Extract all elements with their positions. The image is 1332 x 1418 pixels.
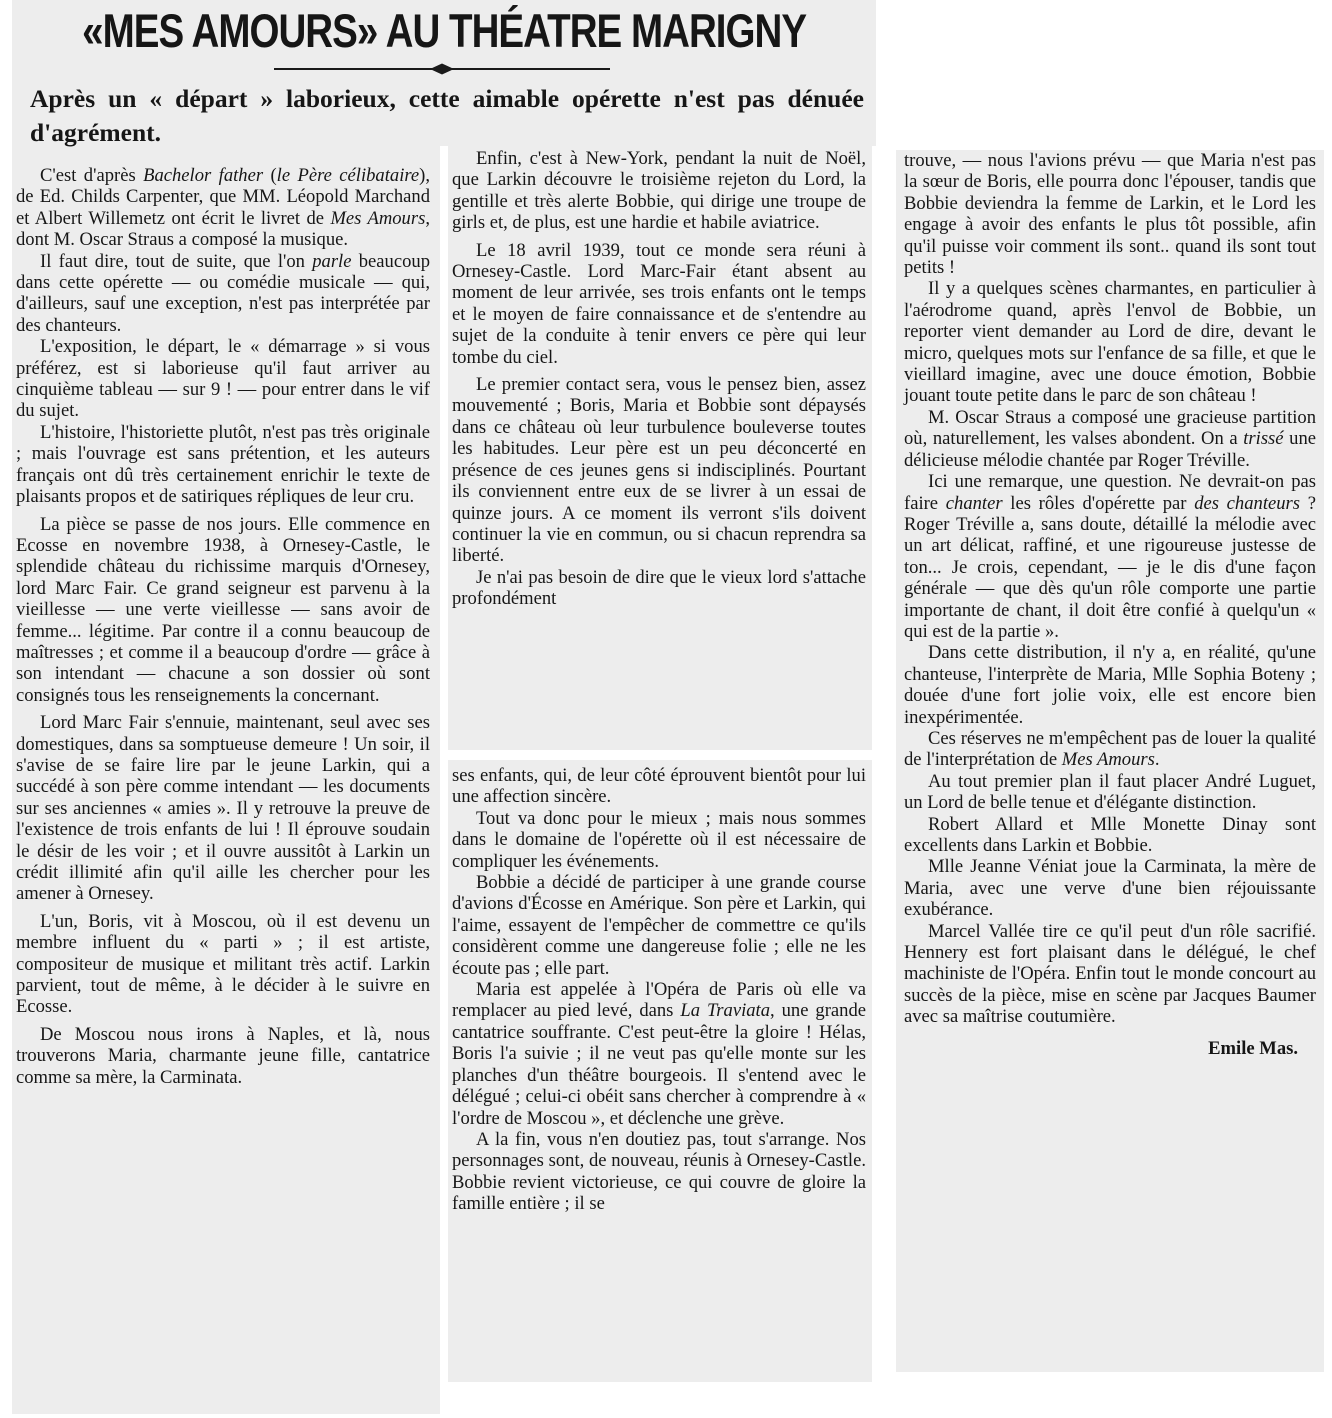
article-column-1 [16, 165, 430, 1088]
paragraph: Le premier contact sera, vous le pensez bien, assez mouvementé ; Boris, Maria et Bobbie sont dépaysés dans ce château où leur turbulence bouleverse toutes les habitudes. Leur père est un peu déconcerté en présence de ces jeunes gens si indisciplinés. Pourtant ils conviennent entre eux de se livrer à un essai de quinze jours. A ce moment ils verront s'ils doivent continuer la vie en commun, ou si chacun reprendra sa liberté. [452, 374, 866, 567]
paragraph: L'un, Boris, vit à Moscou, où il est devenu un membre influent du « parti » ; il est artiste, compositeur de musique et militant très actif. Larkin parvient, tout de même, à le décider à le suivre en Ecosse. [16, 910, 430, 1018]
paragraph: L'histoire, l'historiette plutôt, n'est pas très originale ; mais l'ouvrage est sans prétention, et les auteurs français ont dû très certainement enrichir le texte de plaisants propos et de satiriques répliques de leur cru. [16, 421, 430, 508]
paragraph: Dans cette distribution, il n'y a, en réalité, qu'une chanteuse, l'interprète de Maria, Mlle Sophia Boteny ; douée d'une fort jolie voix, elle est encore bien inexpérimentée. [904, 642, 1316, 728]
paragraph: Tout va donc pour le mieux ; mais nous sommes dans le domaine de l'opérette où il est nécessaire de compliquer les événements. [452, 807, 866, 872]
article-subhead: Après un « départ » laborieux, cette aimable opérette n'est pas dénuée d'agrément. [30, 84, 864, 147]
article-column-3 [904, 150, 1316, 1059]
paragraph: trouve, — nous l'avions prévu — que Maria n'est pas la sœur de Boris, elle pourra donc l'épouser, tandis que Bobbie deviendra la femme de Larkin, et le Lord les engage à avoir des enfants le plus tôt possible, afin qu'il puisse voir comment ils sont.. quand ils sont tout petits ! [904, 150, 1316, 279]
paragraph: Marcel Vallée tire ce qu'il peut d'un rôle sacrifié. Hennery est fort plaisant dans le délégué, le chef machiniste de l'Opéra. Enfin tout le monde concourt au succès de la pièce, mise en scène par Jacques Baumer avec sa maîtrise coutumière. [904, 920, 1316, 1028]
paragraph: M. Oscar Straus a composé une gracieuse partition où, naturellement, les valses abondent. On a trissé une délicieuse mélodie chantée par Roger Tréville. [904, 406, 1317, 471]
paragraph: Au tout premier plan il faut placer André Luguet, un Lord de belle tenue et d'élégante distinction. [904, 770, 1316, 814]
paragraph: A la fin, vous n'en doutiez pas, tout s'arrange. Nos personnages sont, de nouveau, réunis à Ornesey-Castle. Bobbie revient victorieuse, ce qui couvre de gloire la famille entière ; il se [452, 1128, 866, 1215]
paragraph: L'exposition, le départ, le « démarrage » si vous préférez, est si laborieuse qu'il faut arriver au cinquième tableau — sur 9 ! — pour entrer dans le vif du sujet. [16, 336, 430, 422]
article-headline: «MES AMOURS» AU THÉATRE MARIGNY [82, 4, 807, 57]
paragraph: Je n'ai pas besoin de dire que le vieux lord s'attache profondément [452, 566, 866, 610]
paragraph: Ici une remarque, une question. Ne devrait-on pas faire chanter les rôles d'opérette par des chanteurs ? Roger Tréville a, sans doute, détaillé la mélodie avec un art délicat, raffiné, et une rigoureuse justesse de ton... Je crois, cependant, — je le dis d'une façon générale — que dès qu'un rôle comporte une partie importante de chant, il doit être confié à quelqu'un « qui est de la partie ». [904, 471, 1316, 642]
paragraph: C'est d'après Bachelor father (le Père célibataire), de Ed. Childs Carpenter, que MM. Léopold Marchand et Albert Willemetz ont écrit le livret de Mes Amours, dont M. Oscar Straus a composé la musique. [16, 165, 431, 251]
article-column-2-bottom [452, 765, 866, 1215]
paragraph: Mlle Jeanne Véniat joue la Carminata, la mère de Maria, avec une verve d'une bien réjouissante exubérance. [904, 856, 1316, 921]
paragraph: Lord Marc Fair s'ennuie, maintenant, seul avec ses domestiques, dans sa somptueuse demeure ! Un soir, il s'avise de se faire lire par le jeune Larkin, qui a succédé à son père comme intendant — les documents sur ses anciennes « amies ». Il y retrouve la preuve de l'existence de trois enfants de lui ! Il éprouve soudain le désir de les voir ; et il ouvre aussitôt à Larkin un crédit illimité afin qu'il aille les chercher pour les amener à Ornesey. [16, 712, 430, 905]
paragraph: Enfin, c'est à New-York, pendant la nuit de Noël, que Larkin découvre le troisième rejeton du Lord, la gentille et très alerte Bobbie, qui dirige une troupe de girls et, de plus, est une hardie et habile aviatrice. [452, 148, 866, 234]
paragraph: Bobbie a décidé de participer à une grande course d'avions d'Écosse en Amérique. Son père et Larkin, qui l'aime, essayent de l'empêcher de commettre ce qu'ils considèrent comme une dangereuse folie ; elle ne les écoute pas ; elle part. [452, 872, 866, 979]
paragraph: Ces réserves ne m'empêchent pas de louer la qualité de l'interprétation de Mes Amours. [904, 727, 1316, 771]
paragraph: ses enfants, qui, de leur côté éprouvent bientôt pour lui une affection sincère. [452, 765, 866, 808]
paragraph: Il y a quelques scènes charmantes, en particulier à l'aérodrome quand, après l'envol de Bobbie, un reporter vient demander au Lord de dire, devant le micro, quelques mots sur l'enfance de sa fille, et que le vieillard imagine, avec une douce émotion, Bobbie jouant toute petite dans le parc de son château ! [904, 278, 1316, 407]
article-column-2-top [452, 148, 866, 610]
paragraph: De Moscou nous irons à Naples, et là, nous trouverons Maria, charmante jeune fille, cantatrice comme sa mère, la Carminata. [16, 1023, 430, 1088]
paragraph: Le 18 avril 1939, tout ce monde sera réuni à Ornesey-Castle. Lord Marc-Fair étant absent au moment de leur arrivée, ses trois enfants ont le temps et le moyen de faire connaissance et de s'entendre au sujet de la conduite à tenir envers ce père qui leur tombe du ciel. [452, 239, 866, 368]
paragraph: La pièce se passe de nos jours. Elle commence en Ecosse en novembre 1938, à Ornesey-Castle, le splendide château du richissime marquis d'Ornesey, lord Marc Fair. Ce grand seigneur est parvenu à la vieillesse — une verte vieillesse — sans avoir de femme... légitime. Par contre il a connu beaucoup de maîtresses ; et comme il a beaucoup d'ordre — grâce à son intendant — chacune a son dossier où sont consignés tous les renseignements la concernant. [16, 513, 430, 706]
paragraph: Maria est appelée à l'Opéra de Paris où elle va remplacer au pied levé, dans La Traviata, une grande cantatrice souffrante. C'est peut-être la gloire ! Hélas, Boris l'a suivie ; il ne veut pas qu'elle monte sur les planches d'un théâtre bourgeois. Il s'entend avec le délégué ; celui-ci obéit sans chercher à comprendre à « l'ordre de Moscou », et déclenche une grève. [452, 979, 866, 1129]
paragraph: Il faut dire, tout de suite, que l'on parle beaucoup dans cette opérette — ou comédie musicale — qui, d'ailleurs, sauf une exception, n'est pas interprétée par des chanteurs. [16, 250, 430, 336]
author-signature: Emile Mas. [1208, 1037, 1298, 1059]
headline-ornament-rule [272, 63, 612, 75]
paragraph: Robert Allard et Mlle Monette Dinay sont excellents dans Larkin et Bobbie. [904, 813, 1316, 856]
